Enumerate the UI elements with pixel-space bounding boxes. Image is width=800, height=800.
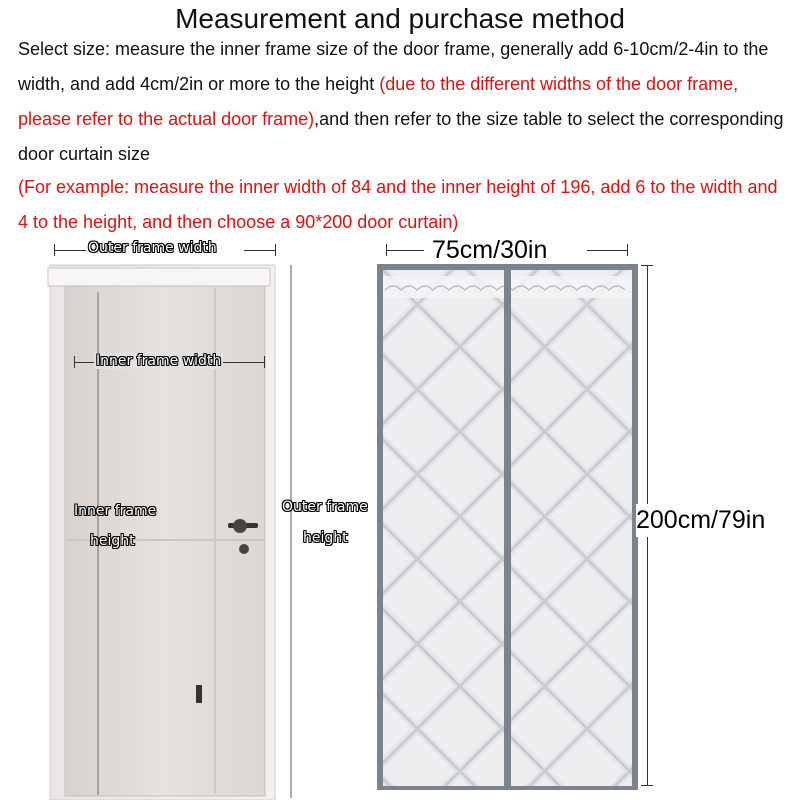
instructions-text: Select size: measure the inner frame size of the door frame, generally add 6-10cm/2-4in to the width, and add 4cm/2in or more to the height xyxy=(18,39,769,94)
door-lock xyxy=(239,544,249,554)
curtain-width-tick-left xyxy=(386,244,387,256)
inner-width-tick-left xyxy=(74,356,75,368)
curtain-width-line-left xyxy=(386,250,424,251)
outer-height-label-line1: Outer frame xyxy=(282,499,368,515)
curtain-height-tick-top xyxy=(641,265,653,266)
page-title: Measurement and purchase method xyxy=(175,3,625,34)
outer-width-label: Outer frame width xyxy=(88,240,217,256)
curtain-width-tick-right xyxy=(627,244,628,256)
instructions-paragraph xyxy=(18,32,788,172)
outer-width-line-right xyxy=(244,250,276,251)
curtain-illustration xyxy=(375,262,640,792)
inner-height-label-line1: Inner frame xyxy=(74,503,157,519)
inner-width-tick-right xyxy=(264,356,265,368)
outer-height-label-line2: height xyxy=(303,530,348,546)
example-paragraph: (For example: measure the inner width of 84 and the inner height of 196, add 6 to the width and 4 to the height, and then choose a 90*200 door curtain) xyxy=(18,177,778,232)
outer-width-tick-right xyxy=(275,244,276,256)
inner-height-label-line2: height xyxy=(90,533,135,549)
curtain-left-panel xyxy=(383,270,504,786)
curtain-width-line-right xyxy=(587,250,627,251)
outer-width-tick-left xyxy=(54,244,55,256)
instructions-text-end: ,and then refer to the size table to select the corresponding door curtain size xyxy=(18,109,784,164)
curtain-width-label: 75cm/30in xyxy=(432,236,548,264)
curtain-height-tick-bottom xyxy=(641,785,653,786)
door-illustration xyxy=(0,240,380,800)
outer-width-line-left xyxy=(54,250,86,251)
inner-width-label: Inner frame width xyxy=(96,353,222,369)
door-top-trim xyxy=(48,268,270,286)
curtain-right-panel xyxy=(511,270,632,786)
curtain-height-label: 200cm/79in xyxy=(636,504,765,537)
curtain-magnetic-seam xyxy=(504,270,511,786)
door-handle-rose xyxy=(233,519,247,533)
door-stopper xyxy=(196,685,202,703)
instructions-red-note: (due to the different widths of the door frame, please refer to the actual door frame) xyxy=(18,74,739,129)
